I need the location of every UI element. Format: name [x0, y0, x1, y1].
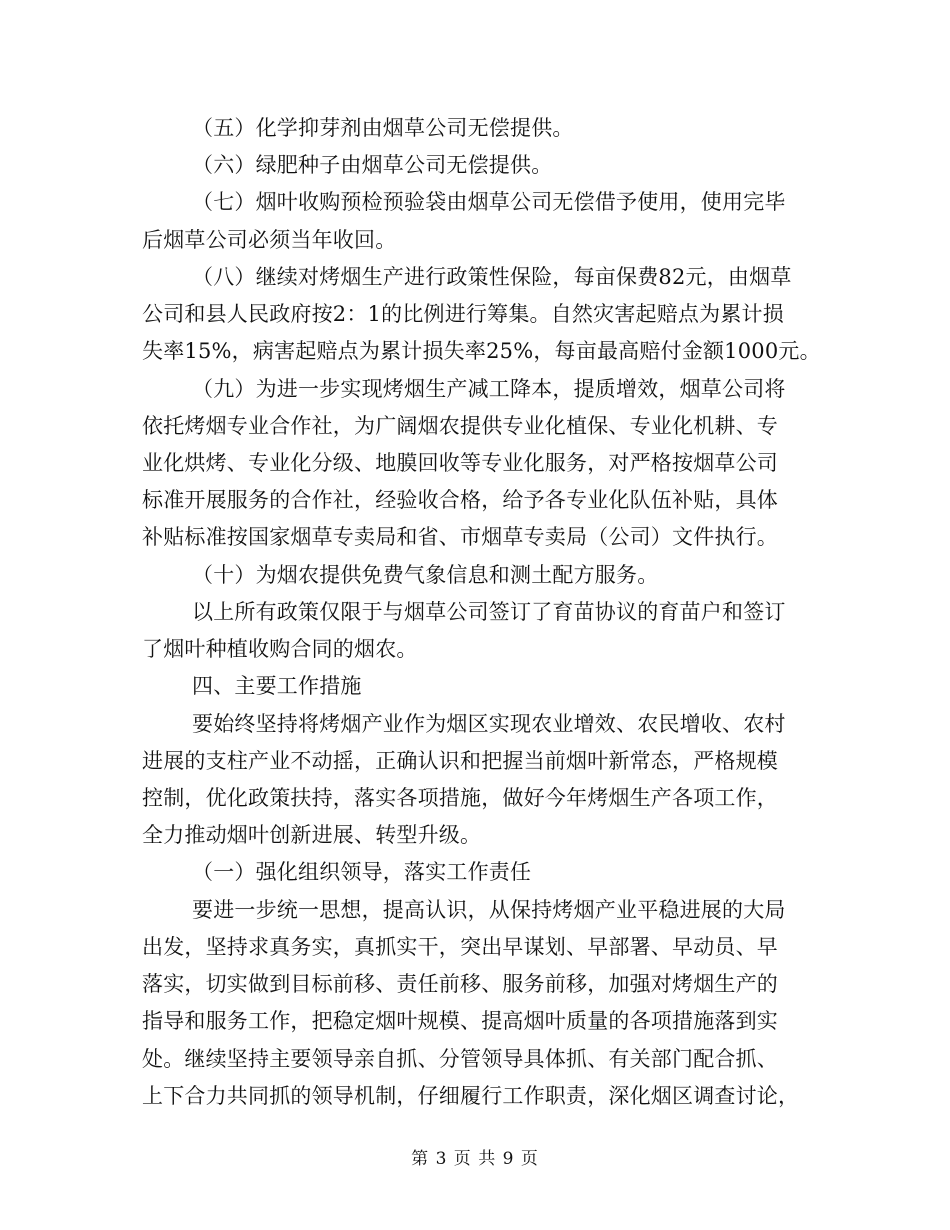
text-line: 全力推动烟叶创新进展、转型升级。 [142, 823, 482, 847]
page-number-footer: 第 3 页 共 9 页 [411, 1149, 539, 1169]
text-line: 依托烤烟专业合作社，为广阔烟农提供专业化植保、专业化机耕、专 [142, 414, 778, 438]
text-line: 出发，坚持求真务实，真抓实干，突出早谋划、早部署、早动员、早 [142, 935, 778, 959]
text-line: 上下合力共同抓的领导机制，仔细履行工作职责，深化烟区调查讨论， [142, 1084, 800, 1108]
text-line: （七）烟叶收购预检预验袋由烟草公司无偿借予使用，使用完毕 [192, 190, 786, 214]
text-line: 以上所有政策仅限于与烟草公司签订了育苗协议的育苗户和签订 [192, 600, 786, 624]
text-line: 标准开展服务的合作社，经验收合格，给予各专业化队伍补贴，具体 [142, 488, 778, 512]
text-line: 后烟草公司必须当年收回。 [142, 228, 397, 252]
text-line: （五）化学抑芽剂由烟草公司无偿提供。 [192, 116, 574, 140]
text-line: 了烟叶种植收购合同的烟农。 [142, 637, 418, 661]
text-line: 落实，切实做到目标前移、责任前移、服务前移，加强对烤烟生产的 [142, 972, 778, 996]
text-line: 失率15%，病害起赔点为累计损失率25%，每亩最高赔付金额1000元。 [142, 339, 821, 363]
subsection-heading: （一）强化组织领导，落实工作责任 [192, 860, 532, 884]
text-line: 公司和县人民政府按2：1的比例进行筹集。自然灾害起赔点为累计损 [142, 302, 784, 326]
section-heading: 四、主要工作措施 [192, 674, 362, 698]
text-line: 处。继续坚持主要领导亲自抓、分管领导具体抓、有关部门配合抓、 [142, 1047, 778, 1071]
text-line: 进展的支柱产业不动摇，正确认识和把握当前烟叶新常态，严格规模 [142, 749, 778, 773]
text-line: 控制，优化政策扶持，落实各项措施，做好今年烤烟生产各项工作， [142, 786, 778, 810]
text-line: 指导和服务工作，把稳定烟叶规模、提高烟叶质量的各项措施落到实 [142, 1009, 778, 1033]
text-line: （八）继续对烤烟生产进行政策性保险，每亩保费82元，由烟草 [192, 265, 792, 289]
text-line: 要进一步统一思想，提高认识，从保持烤烟产业平稳进展的大局 [192, 898, 786, 922]
text-line: （九）为进一步实现烤烟生产减工降本，提质增效，烟草公司将 [192, 377, 786, 401]
text-line: （十）为烟农提供免费气象信息和测土配方服务。 [192, 563, 659, 587]
text-line: 补贴标准按国家烟草专卖局和省、市烟草专卖局（公司）文件执行。 [142, 525, 778, 549]
text-line: 要始终坚持将烤烟产业作为烟区实现农业增效、农民增收、农村 [192, 712, 786, 736]
text-line: 业化烘烤、专业化分级、地膜回收等专业化服务，对严格按烟草公司 [142, 451, 778, 475]
text-line: （六）绿肥种子由烟草公司无偿提供。 [192, 153, 553, 177]
